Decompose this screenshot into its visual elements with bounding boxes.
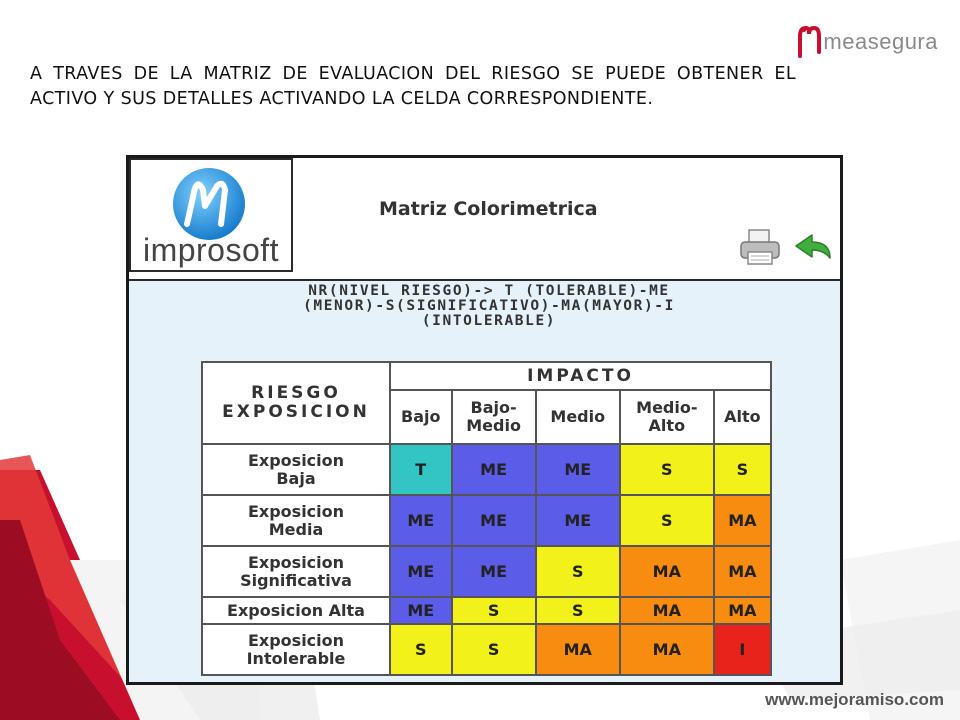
matrix-cell[interactable]: MA	[620, 546, 714, 597]
matrix-row	[202, 624, 771, 675]
risk-level-legend	[169, 284, 809, 329]
brand-logo	[797, 22, 938, 58]
matrix-row	[202, 597, 771, 624]
impact-column-header: Alto	[714, 390, 771, 444]
exposure-row-header: Exposicion Significativa	[202, 546, 390, 597]
legend-line: (INTOLERABLE)	[421, 313, 557, 329]
improsoft-logo-icon	[169, 166, 249, 242]
matrix-cell[interactable]: ME	[452, 546, 536, 597]
matrix-cell[interactable]: ME	[390, 546, 452, 597]
matrix-row	[202, 444, 771, 495]
matrix-cell[interactable]: MA	[620, 597, 714, 624]
impact-column-header: Medio- Alto	[620, 390, 714, 444]
matrix-cell[interactable]: MA	[536, 624, 620, 675]
brand-mark-icon	[797, 22, 821, 58]
matrix-cell[interactable]: S	[390, 624, 452, 675]
matrix-cell[interactable]: MA	[620, 624, 714, 675]
exposure-row-header: Exposicion Baja	[202, 444, 390, 495]
intro-paragraph: A TRAVES DE LA MATRIZ DE EVALUACION DEL RIESGO SE PUEDE OBTENER EL ACTIVO Y SUS DETALLES ACTIVANDO LA CELDA CORRESPONDIENTE.	[30, 64, 796, 109]
printer-icon[interactable]	[738, 228, 782, 266]
matrix-cell[interactable]: MA	[714, 546, 771, 597]
matrix-cell[interactable]: MA	[714, 495, 771, 546]
back-arrow-icon[interactable]	[792, 232, 834, 262]
legend-line: (MENOR)-S(SIGNIFICATIVO)-MA(MAYOR)-I	[303, 298, 675, 314]
brand-name: measegura	[823, 29, 938, 54]
improsoft-wordmark: improsoft	[142, 232, 280, 268]
matrix-cell[interactable]: ME	[536, 495, 620, 546]
website-url[interactable]: www.mejoramiso.com	[765, 690, 944, 709]
corner-header: RIESGO EXPOSICION	[202, 362, 390, 444]
matrix-cell[interactable]: I	[714, 624, 771, 675]
matrix-cell[interactable]: T	[390, 444, 452, 495]
toolbar	[738, 228, 834, 266]
matrix-cell[interactable]: ME	[390, 495, 452, 546]
matrix-cell[interactable]: ME	[452, 495, 536, 546]
matrix-cell[interactable]: S	[620, 495, 714, 546]
matrix-cell[interactable]: S	[536, 546, 620, 597]
impact-column-header: Medio	[536, 390, 620, 444]
matrix-cell[interactable]: MA	[714, 597, 771, 624]
matrix-cell[interactable]: S	[620, 444, 714, 495]
matrix-cell[interactable]: ME	[536, 444, 620, 495]
app-header	[129, 158, 840, 281]
risk-matrix	[201, 361, 772, 676]
matrix-row	[202, 495, 771, 546]
impact-column-header: Bajo	[390, 390, 452, 444]
exposure-row-header: Exposicion Alta	[202, 597, 390, 624]
matrix-cell[interactable]: S	[714, 444, 771, 495]
exposure-row-header: Exposicion Intolerable	[202, 624, 390, 675]
matrix-title: Matriz Colorimetrica	[379, 198, 598, 220]
improsoft-logo	[129, 158, 293, 272]
impact-header: IMPACTO	[390, 362, 771, 390]
exposure-row-header: Exposicion Media	[202, 495, 390, 546]
app-screenshot	[126, 155, 843, 685]
matrix-row	[202, 546, 771, 597]
matrix-cell[interactable]: ME	[390, 597, 452, 624]
legend-line: NR(NIVEL RIESGO)-> T (TOLERABLE)-ME	[308, 283, 670, 299]
matrix-cell[interactable]: S	[536, 597, 620, 624]
impact-column-header: Bajo- Medio	[452, 390, 536, 444]
matrix-cell[interactable]: S	[452, 597, 536, 624]
matrix-cell[interactable]: S	[452, 624, 536, 675]
matrix-cell[interactable]: ME	[452, 444, 536, 495]
